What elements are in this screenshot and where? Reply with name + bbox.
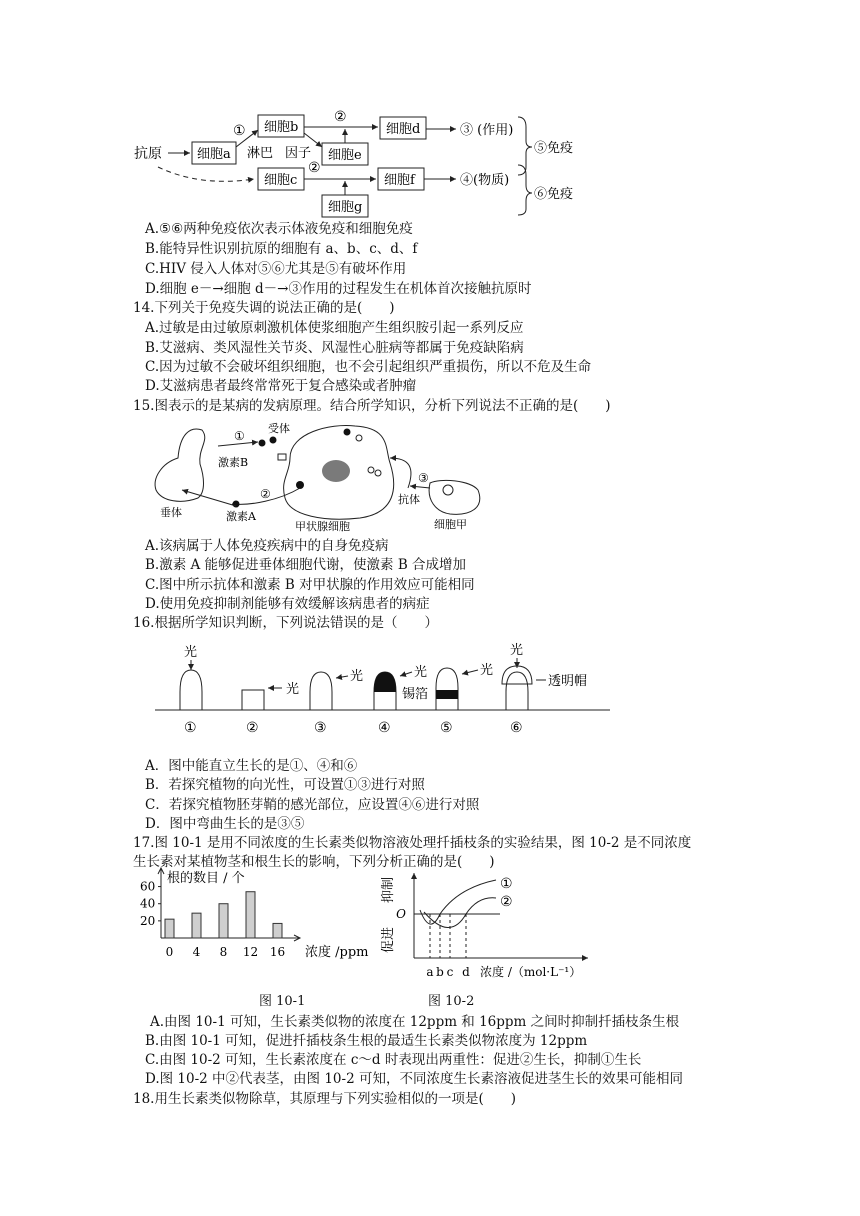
coleoptile-1 — [180, 670, 202, 710]
cell-jia-shape — [429, 480, 480, 514]
cell-e-label: 细胞e — [328, 148, 362, 163]
q18-stem: 18.用生长素类似物除草，其原理与下列实验相似的一项是( ) — [133, 1091, 517, 1107]
coleoptile-3 — [310, 672, 332, 710]
q17-option-b: B.由图 10-1 可知，促进扦插枝条生根的最适生长素类似物浓度为 12ppm — [145, 1033, 588, 1049]
receptor-label: 受体 — [268, 422, 290, 435]
q15-option-a: A.该病属于人体免疫疾病中的自身免疫病 — [145, 538, 389, 554]
q16-option-b: B．若探究植物的向光性，可设置①③进行对照 — [145, 777, 425, 793]
q17-option-c: C.由图 10-2 可知，生长素浓度在 c～d 时表现出两重性：促进②生长，抑制①生长 — [145, 1052, 642, 1068]
light-3: 光 — [350, 669, 364, 684]
bar-0 — [165, 919, 174, 938]
x-tick-d: d — [462, 965, 470, 979]
bar-4 — [192, 913, 201, 938]
x-tick-a: a — [426, 965, 434, 979]
light-2: 光 — [286, 682, 300, 697]
num-1: ① — [233, 123, 246, 139]
q14-option-d: D.艾滋病患者最终常常死于复合感染或者肿瘤 — [145, 378, 417, 394]
q13-option-d: D.细胞 e－→细胞 d－→③作用的过程发生在机体首次接触抗原时 — [145, 281, 532, 297]
thyroid-label: 甲状腺细胞 — [295, 520, 350, 533]
num-5: ⑤免疫 — [534, 141, 574, 156]
y-tick-label-40: 40 — [140, 896, 156, 911]
num-2-top: ② — [334, 109, 347, 125]
q17-option-a: A.由图 10-1 可知，生长素类似物的浓度在 12ppm 和 16ppm 之间时抑制扦插枝条生根 — [150, 1014, 680, 1030]
cell-jia-label: 细胞甲 — [434, 518, 467, 531]
q16-option-d: D．图中弯曲生长的是③⑤ — [145, 816, 305, 832]
light-4: 光 — [414, 665, 428, 680]
q15-option-c: C.图中所示抗体和激素 B 对甲状腺的作用效应可能相同 — [145, 577, 475, 593]
q15-option-d: D.使用免疫抑制剂能够有效缓解该病患者的病症 — [145, 596, 430, 612]
q17-option-d: D.图 10-2 中②代表茎，由图 10-2 可知，不同浓度生长素溶液促进茎生长的效果可能相同 — [145, 1071, 683, 1087]
x-axis-label: 浓度 /ppm — [305, 945, 369, 960]
x-axis-label: 浓度 /（mol·L⁻¹） — [480, 965, 582, 979]
cell-g-label: 细胞g — [328, 200, 363, 215]
q13-option-a: A.⑤⑥两种免疫依次表示体液免疫和细胞免疫 — [145, 221, 413, 237]
x-tick-label-0: 0 — [165, 945, 174, 959]
q13-option-b: B.能特异性识别抗原的细胞有 a、b、c、d、f — [145, 241, 418, 257]
q15-num-3: ③ — [418, 471, 429, 485]
cap-label: 透明帽 — [548, 674, 588, 689]
label-3: ③ — [314, 720, 327, 736]
q16-coleoptile-diagram — [150, 640, 620, 738]
antibody-label: 抗体 — [398, 493, 420, 506]
cell-c-label: 细胞c — [264, 173, 298, 188]
pituitary-label: 垂体 — [160, 506, 182, 519]
x-tick-c: c — [446, 965, 454, 979]
fig2-caption: 图 10-2 — [428, 994, 475, 1009]
q14-option-b: B.艾滋病、类风湿性关节炎、风湿性心脏病等都属于免疫缺陷病 — [145, 340, 524, 356]
cell-d-label: 细胞d — [386, 122, 421, 137]
bar-16 — [273, 923, 282, 938]
series-label-1: ① — [500, 876, 513, 892]
fig1-caption: 图 10-1 — [259, 994, 306, 1009]
q16-option-c: C．若探究植物胚芽鞘的感光部位，应设置④⑥进行对照 — [145, 797, 480, 813]
hormone-a-label: 激素A — [226, 510, 256, 523]
q17-stem-line1: 17.图 10-1 是用不同浓度的生长素类似物溶液处理扦插枝条的实验结果，图 10-2 是不同浓度 — [133, 835, 692, 851]
num-2-bottom: ② — [308, 160, 321, 176]
num-6: ⑥免疫 — [534, 187, 574, 202]
q15-stem: 15.图表示的是某病的发病原理。结合所学知识，分析下列说法不正确的是( ) — [133, 398, 611, 414]
bar-chart-root-count — [135, 868, 375, 978]
q13-immune-diagram — [130, 105, 590, 220]
coleoptile-6 — [506, 672, 528, 710]
cell-b-label: 细胞b — [264, 120, 299, 135]
q14-option-c: C.因为过敏不会破坏组织细胞，也不会引起组织严重损伤，所以不危及生命 — [145, 359, 592, 375]
q14-stem: 14.下列关于免疫失调的说法正确的是( ) — [133, 300, 395, 316]
label-4: ④ — [378, 720, 391, 736]
label-2: ② — [246, 720, 259, 736]
cell-a-label: 细胞a — [197, 147, 231, 162]
label-1: ① — [184, 720, 197, 736]
antigen-label: 抗原 — [134, 146, 162, 162]
x-tick-b: b — [436, 965, 444, 979]
nucleus — [322, 460, 350, 482]
q17-stem-line2: 生长素对某植物茎和根生长的影响，下列分析正确的是( ) — [133, 854, 495, 870]
bar-12 — [246, 892, 255, 938]
foil-label: 锡箔 — [402, 687, 429, 702]
y-tick-label-60: 60 — [140, 879, 156, 894]
cell-f-label: 细胞f — [384, 173, 415, 188]
q14-option-a: A.过敏是由过敏原刺激机体使浆细胞产生组织胺引起一系列反应 — [145, 320, 524, 336]
lymph-label: 淋巴 — [247, 146, 274, 161]
label-6: ⑥ — [510, 720, 523, 736]
y-label-top: 抑制 — [381, 876, 396, 904]
x-tick-label-12: 12 — [242, 945, 259, 959]
q15-num-1: ① — [234, 429, 245, 443]
line-chart-auxin-effect — [378, 868, 608, 978]
light-1: 光 — [184, 645, 198, 660]
q16-option-a: A．图中能直立生长的是①、④和⑥ — [145, 758, 358, 774]
q13-option-c: C.HIV 侵入人体对⑤⑥尤其是⑤有破坏作用 — [145, 261, 407, 277]
x-tick-label-8: 8 — [219, 945, 228, 959]
y-label-bottom: 促进 — [381, 926, 396, 954]
num-3: ③ (作用) — [460, 123, 514, 138]
q15-thyroid-diagram — [140, 418, 500, 536]
coleoptile-5 — [436, 668, 458, 710]
q15-num-2: ② — [260, 487, 271, 501]
y-axis-label: 根的数目 / 个 — [167, 871, 245, 886]
pituitary-shape — [155, 429, 205, 501]
q16-stem: 16.根据所学知识判断，下列说法错误的是（ ） — [133, 615, 438, 631]
x-tick-label-16: 16 — [269, 945, 286, 959]
curve-1 — [420, 880, 496, 924]
coleoptile-2 — [242, 690, 264, 710]
origin-label: O — [396, 907, 406, 921]
num-4: ④(物质) — [460, 173, 510, 188]
y-tick-label-20: 20 — [140, 913, 156, 928]
bar-8 — [219, 904, 228, 938]
x-tick-label-4: 4 — [192, 945, 201, 959]
curve-2 — [424, 898, 496, 928]
series-label-2: ② — [500, 894, 513, 910]
hormone-b-label: 激素B — [218, 456, 249, 469]
q15-option-b: B.激素 A 能够促进垂体细胞代谢，使激素 B 合成增加 — [145, 557, 467, 573]
light-6: 光 — [510, 643, 524, 658]
label-5: ⑤ — [440, 720, 453, 736]
factor-label: 因子 — [285, 146, 312, 161]
light-5: 光 — [480, 663, 494, 678]
